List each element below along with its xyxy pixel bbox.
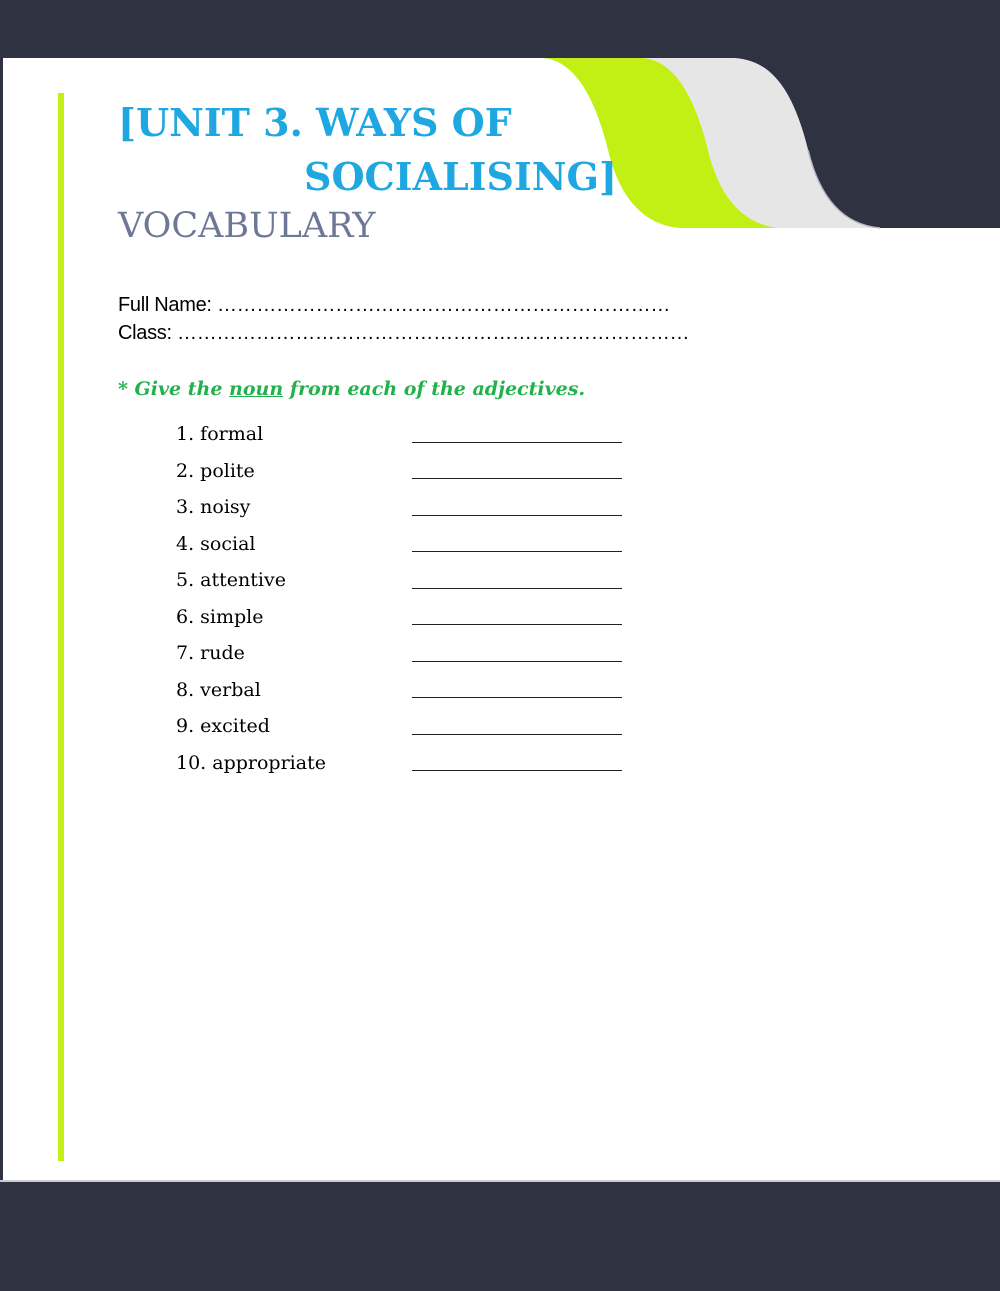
list-item [176,599,622,636]
adjective-word: 9. excited [176,715,270,738]
answer-blank[interactable] [412,608,622,625]
unit-title-line-2: SOCIALISING] [304,154,617,199]
adjective-word: 4. social [176,532,256,555]
section-subtitle: VOCABULARY [118,206,376,246]
adjective-word: 7. rude [176,642,245,665]
footer-band [0,1180,1000,1291]
instruction-keyword: noun [229,378,284,400]
list-item [176,635,622,672]
answer-blank[interactable] [412,426,622,443]
list-item [176,489,622,526]
list-item [176,672,622,709]
adjective-word: 10. appropriate [176,751,326,774]
adjective-word: 2. polite [176,459,255,482]
instruction-before: * Give the [118,378,230,400]
list-item [176,745,622,782]
adjective-word: 6. simple [176,605,264,628]
answer-blank[interactable] [412,718,622,735]
full-name-field: Full Name: …………………………………………………………… [118,294,671,316]
list-item [176,453,622,490]
adjective-word: 8. verbal [176,678,261,701]
adjective-word: 1. formal [176,423,264,446]
adjective-word: 3. noisy [176,496,251,519]
side-accent-bar [58,93,64,1161]
answer-blank[interactable] [412,499,622,516]
unit-title-line-1: [UNIT 3. WAYS OF [118,100,512,145]
list-item [176,416,622,453]
answer-blank[interactable] [412,754,622,771]
list-item [176,562,622,599]
answer-blank[interactable] [412,645,622,662]
instruction-text [118,378,585,400]
exercise-list [176,416,622,781]
instruction-after: from each of the adjectives. [283,378,586,400]
answer-blank[interactable] [412,572,622,589]
adjective-word: 5. attentive [176,569,286,592]
answer-blank[interactable] [412,681,622,698]
unit-title [118,96,617,204]
class-field: Class: …………………………………………………………………… [118,322,690,344]
answer-blank[interactable] [412,462,622,479]
list-item [176,526,622,563]
list-item [176,708,622,745]
answer-blank[interactable] [412,535,622,552]
